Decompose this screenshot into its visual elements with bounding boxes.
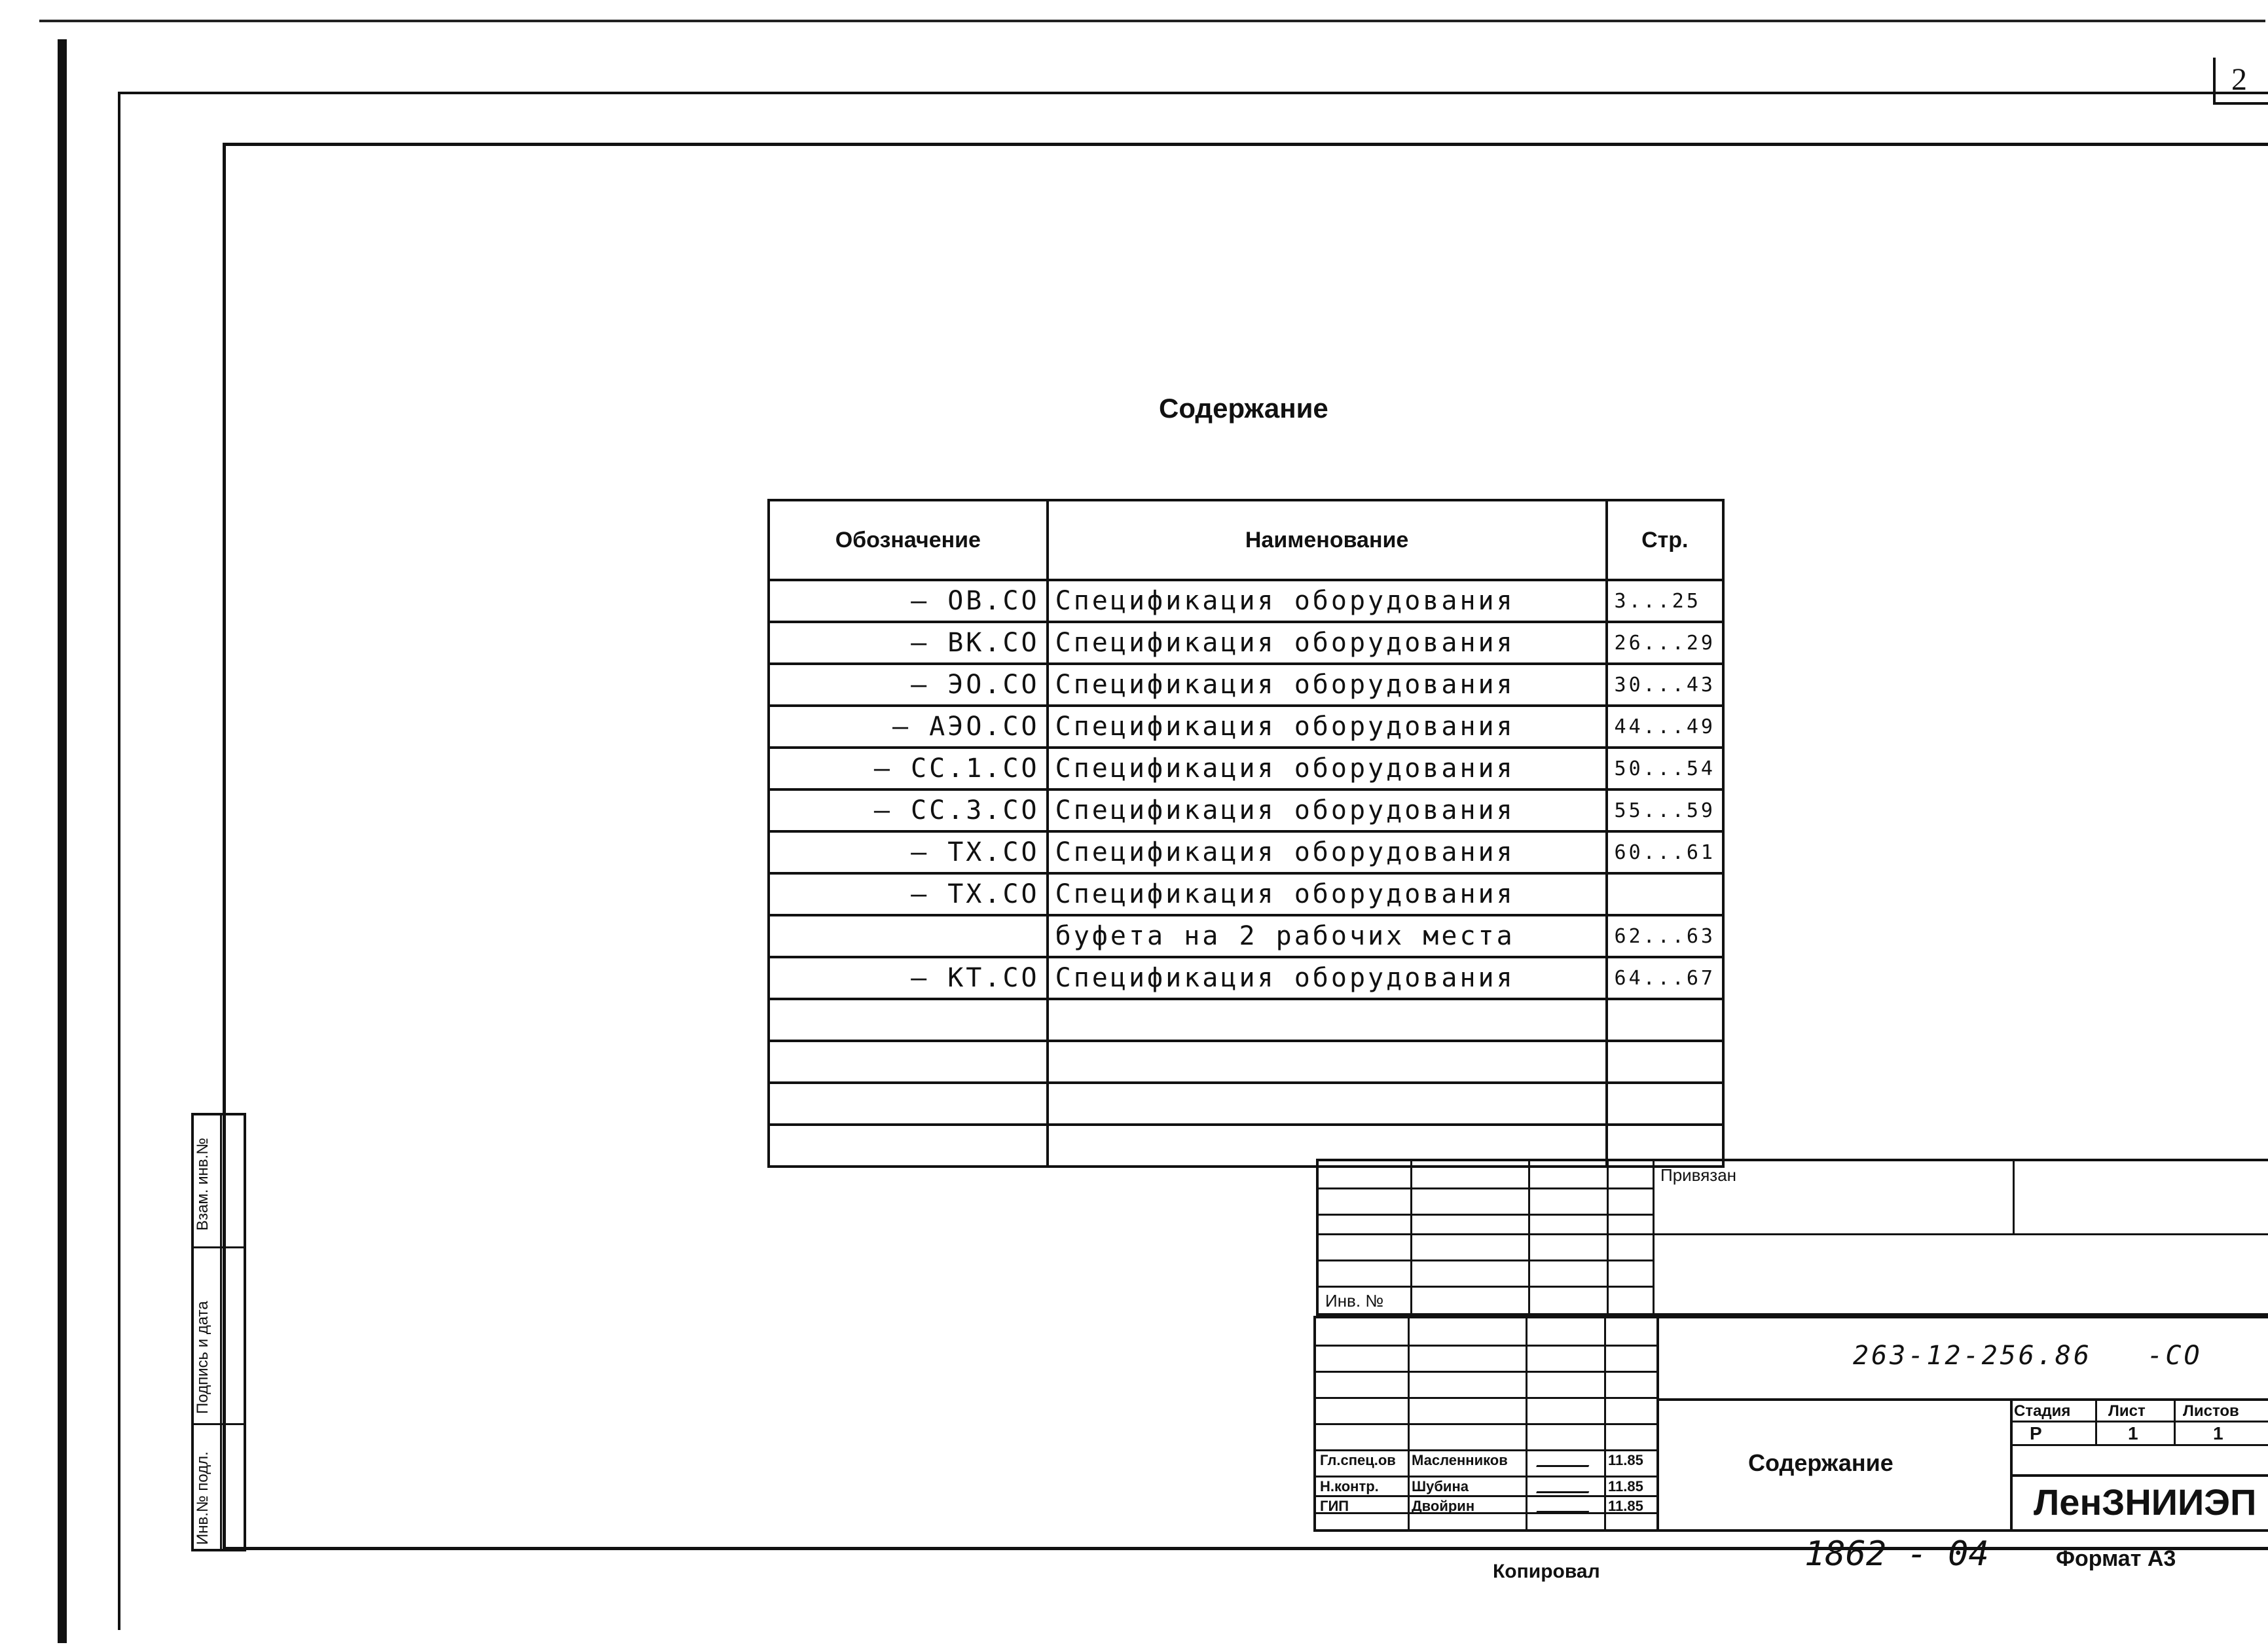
signature-date: 11.85 [1608, 1498, 1643, 1514]
table-row [769, 1041, 1723, 1083]
row-pages: 50...54 [1607, 748, 1723, 789]
table-row [769, 580, 1723, 622]
row-pages: 26...29 [1607, 622, 1723, 664]
signature-name: Двойрин [1412, 1498, 1475, 1514]
row-name: Спецификация оборудования [1048, 706, 1607, 748]
table-row [769, 873, 1723, 915]
table-row [769, 706, 1723, 748]
signature-role: Гл.спец.ов [1320, 1452, 1396, 1468]
row-name: буфета на 2 рабочих места [1048, 915, 1607, 957]
sheet-header: Лист [2108, 1402, 2146, 1420]
table-row [769, 1083, 1723, 1125]
stage-value: Р [2030, 1423, 2042, 1443]
format-label: Формат А3 [2056, 1546, 2176, 1571]
row-pages [1607, 873, 1723, 915]
side-stamp-vzam: Взам. инв.№ [194, 1137, 211, 1231]
sheet-value: 1 [2128, 1423, 2138, 1443]
row-designation [769, 999, 1048, 1041]
row-designation [769, 1125, 1048, 1167]
signature-date: 11.85 [1608, 1452, 1643, 1468]
row-designation: — ЭО.СО [769, 664, 1048, 706]
header-page: Стр. [1607, 500, 1723, 580]
page-title: Содержание [1159, 393, 1328, 424]
row-name: Спецификация оборудования [1048, 831, 1607, 873]
row-pages [1607, 1041, 1723, 1083]
row-name [1048, 1041, 1607, 1083]
row-name: Спецификация оборудования [1048, 873, 1607, 915]
table-row [769, 831, 1723, 873]
stage-header: Стадия [2014, 1402, 2071, 1420]
signature-date: 11.85 [1608, 1478, 1643, 1495]
inv-no-label: Инв. № [1325, 1291, 1384, 1311]
row-pages [1607, 999, 1723, 1041]
sheet-title: Содержание [1748, 1449, 1893, 1476]
row-name [1048, 1083, 1607, 1125]
corner-number: 2 [2231, 62, 2247, 97]
table-row [769, 664, 1723, 706]
row-name: Спецификация оборудования [1048, 748, 1607, 789]
table-row [769, 789, 1723, 831]
row-pages [1607, 1083, 1723, 1125]
side-stamp-podpis: Подпись и дата [194, 1301, 211, 1414]
signature-mark [1536, 1453, 1594, 1467]
row-name: Спецификация оборудования [1048, 789, 1607, 831]
table-row [769, 915, 1723, 957]
row-pages: 30...43 [1607, 664, 1723, 706]
row-pages: 60...61 [1607, 831, 1723, 873]
sheets-value: 1 [2213, 1423, 2223, 1443]
signature-name: Шубина [1412, 1478, 1469, 1495]
row-pages: 62...63 [1607, 915, 1723, 957]
signature-name: Масленников [1412, 1452, 1508, 1468]
binding-edge [58, 39, 67, 1643]
contents-table [767, 499, 1725, 1168]
row-designation: — СС.1.СО [769, 748, 1048, 789]
row-pages: 55...59 [1607, 789, 1723, 831]
table-row [769, 999, 1723, 1041]
privyazan-label: Привязан [1660, 1165, 1737, 1185]
row-designation: — ТХ.СО [769, 873, 1048, 915]
row-pages: 3...25 [1607, 580, 1723, 622]
signature-mark [1536, 1479, 1594, 1493]
row-designation [769, 1041, 1048, 1083]
row-designation: — ТХ.СО [769, 831, 1048, 873]
row-designation: — АЭО.СО [769, 706, 1048, 748]
row-pages: 44...49 [1607, 706, 1723, 748]
signature-role: Н.контр. [1320, 1478, 1379, 1495]
row-name: Спецификация оборудования [1048, 664, 1607, 706]
table-row [769, 748, 1723, 789]
row-designation: — КТ.СО [769, 957, 1048, 999]
side-stamp-inv: Инв.№ подл. [194, 1451, 211, 1545]
row-name: Спецификация оборудования [1048, 622, 1607, 664]
archive-number: 1862 - 04 [1804, 1534, 1989, 1574]
row-name: Спецификация оборудования [1048, 957, 1607, 999]
row-name: Спецификация оборудования [1048, 580, 1607, 622]
copied-label: Копировал [1493, 1561, 1600, 1582]
header-designation: Обозначение [769, 500, 1048, 580]
row-name [1048, 999, 1607, 1041]
signature-mark [1536, 1499, 1594, 1513]
row-designation [769, 1083, 1048, 1125]
row-designation: — ОВ.СО [769, 580, 1048, 622]
organization-name: ЛенЗНИИЭП [2034, 1481, 2257, 1523]
table-row [769, 622, 1723, 664]
scan-edge-top [39, 20, 2265, 22]
row-pages: 64...67 [1607, 957, 1723, 999]
signature-role: ГИП [1320, 1498, 1349, 1514]
sheets-header: Листов [2183, 1402, 2239, 1420]
table-row [769, 957, 1723, 999]
title-block-main [1313, 1316, 2268, 1532]
row-designation: — ВК.СО [769, 622, 1048, 664]
header-name: Наименование [1048, 500, 1607, 580]
table-header-row [769, 500, 1723, 580]
title-block-upper [1316, 1159, 2268, 1316]
row-designation: — СС.3.СО [769, 789, 1048, 831]
document-code: 263-12-256.86 -СО [1853, 1341, 2203, 1371]
corner-number-box [2213, 58, 2268, 105]
row-designation [769, 915, 1048, 957]
